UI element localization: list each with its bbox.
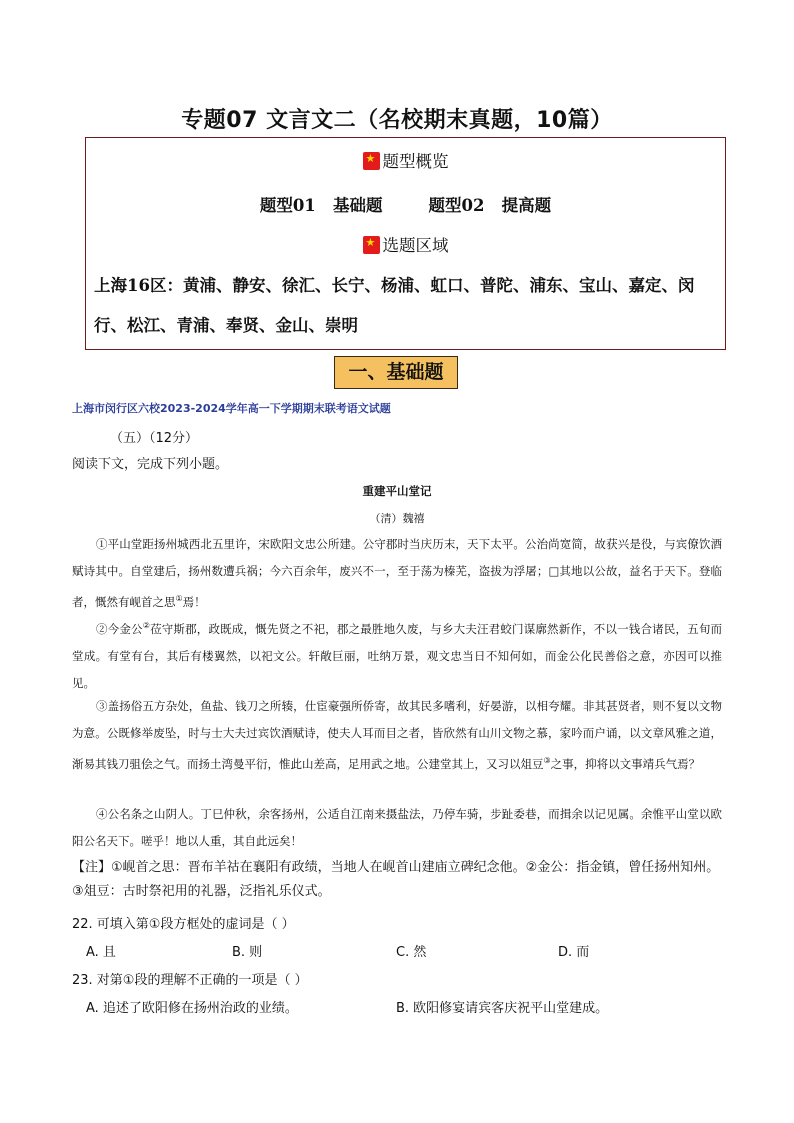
- q22-option-b: B. 则: [232, 945, 263, 960]
- q22-option-a: A. 且: [86, 945, 116, 960]
- q23-option-a: A. 追述了欧阳修在扬州治政的业绩。: [86, 1001, 298, 1016]
- question-23-stem: 23. 对第①段的理解不正确的一项是（ ）: [72, 973, 308, 988]
- question-group-label: （五）（12分）: [110, 431, 199, 446]
- flag-icon: [363, 236, 380, 254]
- question-22-stem: 22. 可填入第①段方框处的虚词是（ ）: [72, 917, 295, 932]
- section-heading: 一、基础题: [334, 356, 458, 389]
- reading-instruction: 阅读下文，完成下列小题。: [72, 457, 229, 472]
- paragraph-3: ③盖扬俗五方杂处，鱼盐、钱刀之所辏，仕宦豪强所侨寄，故其民多嗜利，好晏游，以相夸耀。非其甚贤者，则不复以文物为意。公既修举废坠，时与士大夫过宾饮酒赋诗，使夫人耳而目之者，皆欣然有山川文物之慕，家吟而户诵，以文章风雅之道，渐易其钱刀驵侩之气。而扬土湾曼平衍，惟此山差高，足用武之地。公建堂其上，又习以俎豆③之事，抑将以文事靖兵气焉？: [72, 699, 722, 771]
- page-title: 专题07 文言文二（名校期末真题，10篇）: [181, 108, 613, 133]
- region-label: 选题区域: [382, 236, 449, 255]
- article-author: （清）魏禧: [369, 512, 425, 525]
- q22-option-c: C. 然: [396, 945, 427, 960]
- article-title: 重建平山堂记: [362, 484, 432, 498]
- type-overview-label: 题型概览: [382, 152, 449, 171]
- type-overview-header: [86, 148, 725, 172]
- overview-box: [85, 137, 726, 350]
- annotation-note: 【注】①岘首之思：晋布羊祜在襄阳有政绩，当地人在岘首山建庙立碑纪念他。②金公：指金镇，曾任扬州知州。③俎豆：古时祭祀用的礼器，泛指礼乐仪式。: [72, 860, 720, 899]
- exam-source: 上海市闵行区六校2023-2024学年高一下学期期末联考语文试题: [72, 402, 391, 415]
- q22-option-d: D. 而: [558, 945, 590, 960]
- region-list: 上海16区：黄浦、静安、徐汇、长宁、杨浦、虹口、普陀、浦东、宝山、嘉定、闵行、松江、青浦、奉贤、金山、崇明: [94, 276, 695, 335]
- region-header: [86, 232, 725, 256]
- paragraph-4: ④公名条之山阴人。丁巳仲秋，余客扬州，公适自江南来摄盐法，乃停车骑，步趾委巷，而揖余以记见属。余惟平山堂以欧阳公名天下。嗟乎！地以人重，其自此远矣！: [72, 807, 722, 848]
- q23-option-b: B. 欧阳修宴请宾客庆祝平山堂建成。: [396, 1001, 609, 1016]
- paragraph-2: ②今金公②莅守斯郡，政既成，慨先贤之不祀，郡之最胜地久废，与乡大夫汪君蛟门谋廓然新作，不以一钱合诸民，五旬而堂成。有堂有台，其后有楼翼然，以祀文公。轩敞巨丽，吐纳万景，观文忠当日不知何如，而金公化民善俗之意，亦因可以推见。: [72, 621, 723, 690]
- paragraph-1: ①平山堂距扬州城西北五里许，宋欧阳文忠公所建。公守郡时当庆历末，天下太平。公治尚宽简，故获兴是役，与宾僚饮酒赋诗其中。自堂建后，扬州数遭兵祸；今六百余年，废兴不一，至于荡为榛芜，盗拔为浮屠；□其地以公故，益名于天下。登临者，慨然有岘首之思①焉！: [72, 537, 722, 609]
- flag-icon: [363, 152, 380, 170]
- question-types: 题型01 基础题 题型02 提高题: [259, 196, 552, 215]
